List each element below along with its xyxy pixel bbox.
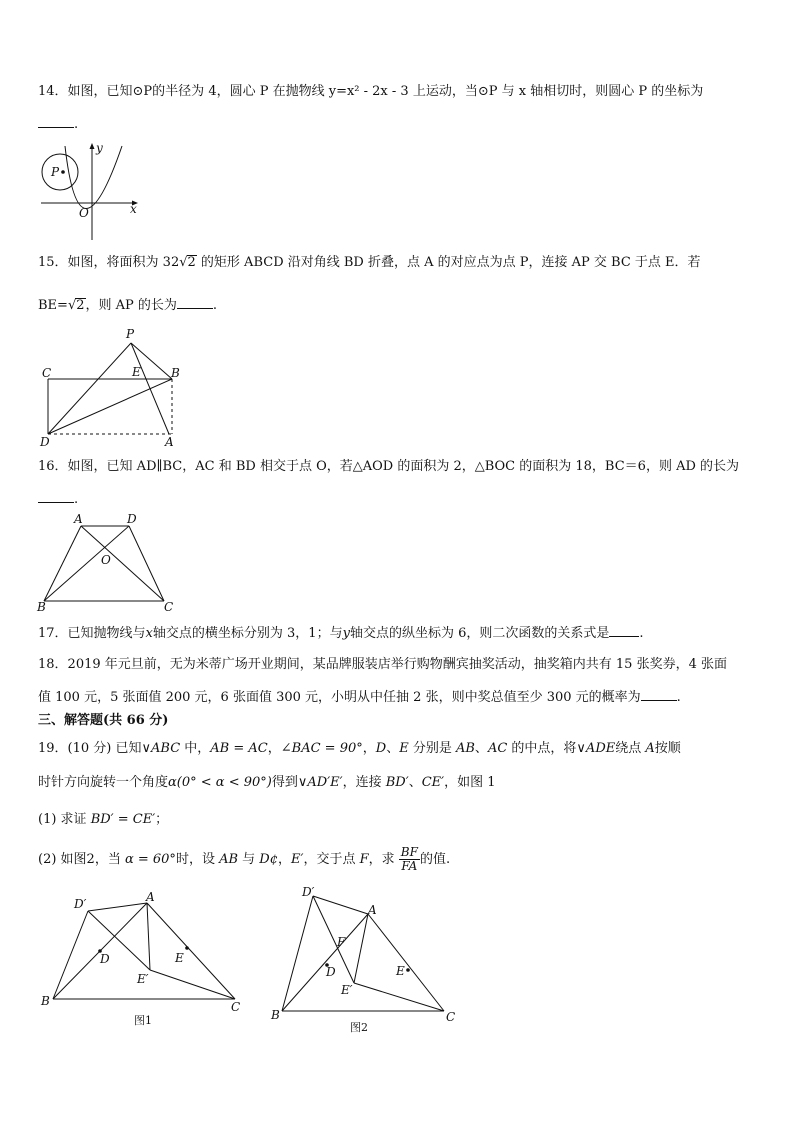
q15-text-b: 的矩形 ABCD 沿对角线 BD 折叠，点 A 的对应点为点 P，连接 AP 交 BC 于点 E．若 (196, 255, 701, 270)
fig1-point-e (185, 946, 189, 950)
q19-t1k: 分别是 (408, 741, 456, 756)
q16-answer-blank[interactable] (38, 490, 74, 503)
q19-s2l: 的值. (419, 852, 451, 867)
q19-s2i: ，交于点 (303, 852, 360, 867)
q19-t1d: AB = AC (210, 741, 268, 756)
q19-s2c: 时，设 (175, 852, 220, 867)
fig1-label-e: E (175, 951, 184, 965)
q17-text-c: 轴交点的纵坐标为 6，则二次函数的关系式是 (349, 626, 610, 641)
q17-x-var: x (145, 626, 153, 641)
q18-line2 (38, 688, 681, 707)
q19-t2d: ∨AD′E′ (297, 775, 343, 790)
q18-text-1: 18．2019 年元旦前，无为米蒂广场开业期间，某品牌服装店举行购物酬宾抽奖活动，抽奖箱内共有 15 张奖券，4 张面 (38, 657, 727, 672)
fig2-seg-e1c (354, 983, 444, 1011)
fig1-label-c: C (231, 1000, 241, 1014)
q17-text-b: 轴交点的横坐标分别为 3，1；与 (152, 626, 343, 641)
q19-t2i: ，如图 1 (444, 775, 496, 790)
q19-t1g: ， (362, 741, 376, 756)
q19-t1h: D (375, 741, 387, 756)
fig1-seg-ae1 (147, 903, 150, 970)
fig2-seg-ae1 (354, 914, 368, 983)
q15-line2 (38, 296, 217, 315)
fig2-seg-d1a (313, 896, 368, 914)
fig2-label-b: B (271, 1008, 280, 1022)
q15-sqrt2-arg: 2 (76, 298, 85, 313)
q16-line2 (38, 490, 78, 509)
q19-t1o: 的中点，将 (507, 741, 577, 756)
q19-t1p: ∨ADE (576, 741, 616, 756)
q19-s2e: 与 (238, 852, 260, 867)
q16-label-a: A (74, 512, 83, 526)
q15-seg-db (48, 379, 172, 434)
q19-t1n: AC (487, 741, 508, 756)
q19-t1b: ∨ABC (141, 741, 181, 756)
q19-line1 (38, 740, 681, 758)
q16-text: 16．如图，已知 AD∥BC，AC 和 BD 相交于点 O，若△AOD 的面积为 2，△BOC 的面积为 18，BC＝6，则 AD 的长为 (38, 459, 740, 474)
q19-t2c: 得到 (271, 775, 298, 790)
q16-figure (34, 510, 184, 615)
q19-t1m: 、 (474, 741, 488, 756)
q19-t1s: 按顺 (654, 741, 681, 756)
q19-s2j: F (359, 852, 369, 867)
q14-label-y: y (96, 141, 103, 155)
q15-label-a: A (165, 435, 174, 449)
q17-tail: . (639, 626, 644, 641)
q19-figure-1 (36, 890, 246, 1030)
fig1-seg-d1a (88, 903, 147, 911)
fig2-label-e1: E′ (341, 983, 353, 997)
q19-s2g: ， (278, 852, 292, 867)
q19-t2h: CE′ (421, 775, 445, 790)
q15-answer-blank[interactable] (177, 296, 213, 309)
q18-line1 (38, 656, 727, 674)
q19-t1q: 绕点 (615, 741, 646, 756)
q14-label-p: P (51, 165, 60, 179)
q19-t1r: A (645, 741, 655, 756)
q15-sqrt: √2 (179, 255, 196, 270)
q16-label-b: B (37, 600, 46, 614)
fig2-label-a: A (368, 903, 377, 917)
q15-seg-pa (131, 343, 169, 434)
q16-tail: . (74, 492, 79, 507)
q19-figure-2 (266, 880, 466, 1040)
q19-fraction (399, 846, 420, 873)
q14-line1 (38, 83, 703, 101)
q16-seg-dc (129, 526, 164, 601)
q19-t1l: AB (455, 741, 475, 756)
q19-t1a: 19．(10 分) 已知 (38, 741, 142, 756)
q17-answer-blank[interactable] (609, 624, 639, 637)
q14-circle-p (42, 154, 78, 190)
q19-s2a: (2) 如图2，当 (38, 852, 125, 867)
q14-tail: . (74, 117, 79, 132)
q15-label-d: D (40, 435, 50, 449)
q15-line2-b: ，则 AP 的长为 (85, 298, 177, 313)
fig2-label-d1: D′ (302, 885, 315, 899)
fig1-seg-ac (147, 903, 235, 999)
q15-text-a: 15．如图，将面积为 32 (38, 255, 180, 270)
q19-t1j: E (399, 741, 409, 756)
q19-frac-num: BF (400, 845, 418, 859)
fig2-caption: 图2 (350, 1021, 368, 1034)
q17-line (38, 624, 643, 643)
fig1-label-d1: D′ (74, 897, 87, 911)
q19-s2d: AB (219, 852, 239, 867)
q14-line2 (38, 115, 78, 134)
fig1-seg-d1e1 (88, 911, 150, 970)
fig2-label-f: F (337, 935, 346, 949)
q14-parabola (65, 146, 122, 209)
q19-t1e: ， (267, 741, 281, 756)
q14-label-o: O (79, 206, 89, 220)
q19-s2b: α = 60° (124, 852, 176, 867)
q15-sqrt2: √2 (67, 298, 85, 313)
fig2-label-d: D (326, 965, 336, 979)
fig1-label-a: A (146, 890, 155, 904)
fig1-label-e1: E′ (137, 972, 149, 986)
q17-y-var: y (342, 626, 350, 641)
q14-text: 14．如图，已知⊙P的半径为 4，圆心 P 在抛物线 y=x² - 2x - 3 上运动，当⊙P 与 x 轴相切时，则圆心 P 的坐标为 (38, 84, 704, 99)
q15-label-p: P (126, 327, 135, 341)
q19-s2f: D¢ (259, 852, 278, 867)
q18-text-2: 值 100 元，5 张面值 200 元，6 张面值 300 元，小明从中任抽 2 张，则中奖总值至少 300 元的概率为 (38, 690, 641, 705)
fig1-label-d: D (100, 952, 110, 966)
q15-seg-dp (48, 343, 131, 434)
q19-s2h: E′ (291, 852, 304, 867)
q15-tail: . (212, 298, 218, 313)
q15-label-b: B (171, 366, 180, 380)
q19-t2a: 时针方向旋转一个角度 (38, 775, 169, 790)
q14-center-p (61, 170, 65, 174)
q19-sub2 (38, 846, 450, 873)
q14-y-arrow (90, 143, 95, 149)
q15-sqrt-arg: 2 (187, 255, 196, 270)
q19-t2f: BD′ (385, 775, 409, 790)
q19-t1c: 中， (180, 741, 211, 756)
q16-label-d: D (127, 512, 137, 526)
q19-s1c: ； (155, 812, 169, 827)
q19-frac-den: FA (401, 859, 418, 873)
fig2-seg-ac (368, 914, 444, 1011)
q19-t1i: 、 (386, 741, 400, 756)
q17-text-a: 17．已知抛物线与 (38, 626, 146, 641)
fig2-point-e (406, 968, 410, 972)
q19-t1f: ∠BAC = 90° (280, 741, 363, 756)
fig1-seg-bd1 (53, 911, 88, 999)
q14-label-x: x (130, 202, 137, 216)
q16-seg-ac (81, 526, 164, 601)
q19-s2k: ，求 (368, 852, 399, 867)
q19-s1b: BD′ = CE′ (90, 812, 156, 827)
section-heading: 三、解答题(共 66 分) (38, 713, 169, 728)
fig1-label-b: B (41, 994, 50, 1008)
q18-tail: . (676, 690, 681, 705)
q14-answer-blank[interactable] (38, 115, 74, 128)
q16-label-o: O (101, 553, 111, 567)
q18-answer-blank[interactable] (641, 688, 677, 701)
q16-seg-ab (44, 526, 81, 601)
q19-s1a: (1) 求证 (38, 812, 91, 827)
q15-line2-a: BE= (38, 298, 68, 313)
q19-t2e: ，连接 (342, 775, 386, 790)
q15-line1 (38, 254, 701, 272)
q19-line2 (38, 774, 496, 792)
fig1-caption: 图1 (134, 1014, 152, 1027)
q16-seg-bd (44, 526, 129, 601)
q19-t2g: 、 (408, 775, 422, 790)
q14-figure (38, 140, 148, 242)
q19-t2b: α(0° < α < 90°) (168, 775, 272, 790)
q15-label-c: C (42, 366, 52, 380)
fig2-label-e: E (396, 964, 405, 978)
q19-sub1 (38, 811, 168, 829)
q15-label-e: E (132, 365, 141, 379)
q16-label-c: C (164, 600, 174, 614)
q15-figure (38, 322, 188, 452)
fig2-label-c: C (446, 1010, 456, 1024)
q16-line1 (38, 458, 739, 476)
